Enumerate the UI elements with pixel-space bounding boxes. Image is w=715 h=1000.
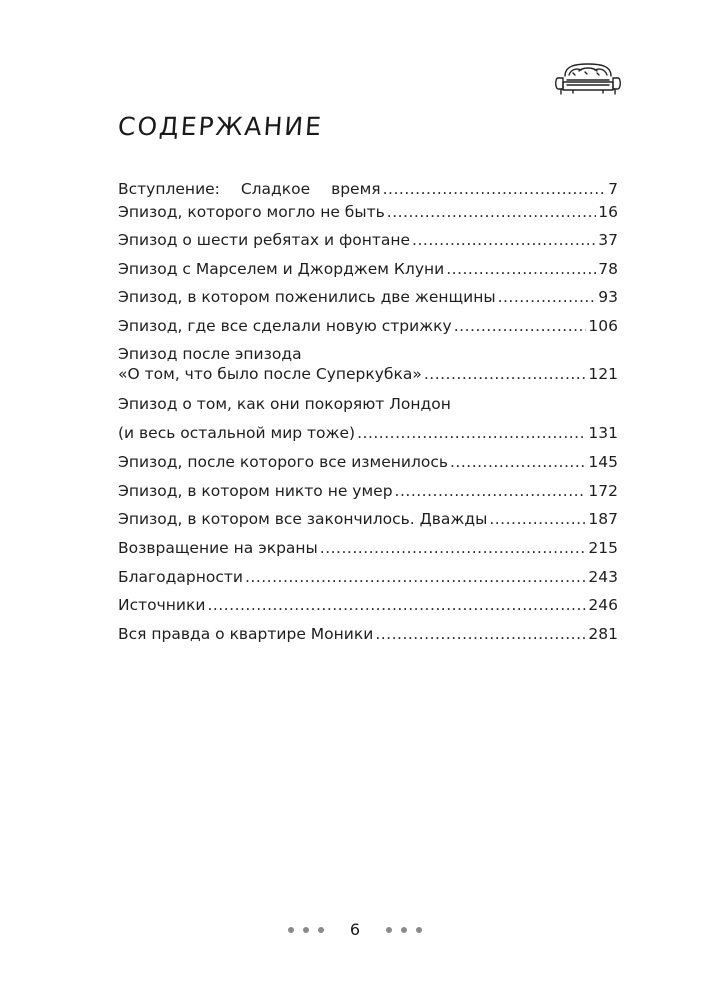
toc-entry-title: Возвращение на экраны — [118, 539, 318, 557]
toc-entry-title: (и весь остальной мир тоже) — [118, 424, 356, 442]
toc-entry-page: 172 — [588, 482, 618, 500]
decorative-dot — [303, 927, 309, 933]
dot-leader — [412, 228, 596, 252]
toc-entry-title: Эпизод, в котором никто не умер — [118, 482, 393, 500]
toc-entry-page: 215 — [588, 539, 618, 557]
toc-entry-title: Эпизод, в котором все закончилось. Дважды — [118, 510, 488, 528]
toc-entry-title: Эпизод, в котором поженились две женщины — [118, 288, 496, 306]
dot-leader — [450, 450, 586, 474]
toc-entry-title-line1[interactable]: Эпизод о том, как они покоряют Лондон — [118, 395, 451, 413]
dot-leader — [207, 593, 586, 617]
toc-entry-page: 93 — [598, 288, 618, 306]
dot-leader — [245, 565, 586, 589]
toc-entry[interactable] — [118, 593, 618, 617]
toc-entry[interactable] — [118, 314, 618, 338]
toc-entry-title: Эпизод с Марселем и Джорджем Клуни — [118, 260, 445, 278]
dot-leader — [424, 362, 587, 386]
dot-leader — [320, 536, 587, 560]
toc-entry-page: 106 — [588, 317, 618, 335]
toc-entry[interactable] — [118, 177, 618, 201]
page-number: 6 — [349, 920, 361, 939]
toc-entry-page: 145 — [588, 453, 618, 471]
toc-entry[interactable] — [118, 228, 618, 252]
couch-icon — [553, 58, 623, 100]
toc-entry-page: 121 — [588, 365, 618, 383]
toc-entry[interactable] — [118, 421, 618, 445]
toc-entry[interactable] — [118, 200, 618, 224]
decorative-dot — [386, 927, 392, 933]
decorative-dot — [288, 927, 294, 933]
toc-entry[interactable] — [118, 507, 618, 531]
toc-entry-page: 78 — [598, 260, 618, 278]
toc-entry[interactable] — [118, 285, 618, 309]
toc-entry-page: 16 — [598, 203, 618, 221]
toc-entry[interactable] — [118, 362, 618, 386]
dot-leader — [454, 314, 587, 338]
toc-entry-title: Эпизод, после которого все изменилось — [118, 453, 448, 471]
toc-entry[interactable] — [118, 622, 618, 646]
toc-entry-title: Благодарности — [118, 568, 243, 586]
toc-entry-title-line1[interactable]: Эпизод после эпизода — [118, 345, 302, 363]
toc-entry[interactable] — [118, 565, 618, 589]
dot-leader — [489, 507, 586, 531]
toc-entry-title: Эпизод о шести ребятах и фонтане — [118, 231, 411, 249]
toc-entry[interactable] — [118, 257, 618, 281]
toc-entry-title: Эпизод, которого могло не быть — [118, 203, 385, 221]
dot-leader — [395, 479, 587, 503]
toc-entry-page: 131 — [588, 424, 618, 442]
toc-entry-title: «О том, что было после Суперкубка» — [118, 365, 422, 383]
toc-entry-page: 7 — [608, 180, 618, 198]
decorative-dot — [318, 927, 324, 933]
dot-leader — [357, 421, 586, 445]
toc-entry-page: 243 — [588, 568, 618, 586]
dot-leader — [498, 285, 597, 309]
decorative-dot — [416, 927, 422, 933]
toc-entry[interactable] — [118, 536, 618, 560]
toc-entry[interactable] — [118, 479, 618, 503]
toc-entry-page: 246 — [588, 596, 618, 614]
dot-leader — [387, 200, 597, 224]
decorative-dot — [401, 927, 407, 933]
toc-entry-title: Источники — [118, 596, 206, 614]
toc-entry-title: Вся правда о квартире Моники — [118, 625, 374, 643]
toc-entry-page: 187 — [588, 510, 618, 528]
page-footer — [0, 918, 715, 942]
toc-entry[interactable] — [118, 450, 618, 474]
toc-entry-page: 37 — [598, 231, 618, 249]
dot-leader — [375, 622, 586, 646]
toc-entry-page: 281 — [588, 625, 618, 643]
dot-leader — [446, 257, 596, 281]
toc-entry-title: Эпизод, где все сделали новую стрижку — [118, 317, 452, 335]
page-title: СОДЕРЖАНИЕ — [116, 112, 324, 141]
toc-entry-title: Вступление: Сладкое время — [118, 180, 381, 198]
dot-leader — [383, 177, 607, 201]
